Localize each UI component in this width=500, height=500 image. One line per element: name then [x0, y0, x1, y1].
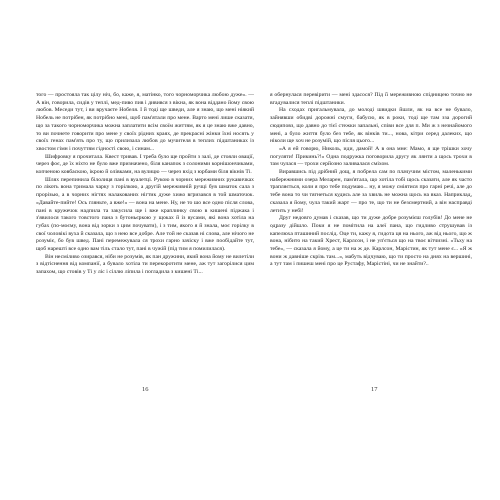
- left-paragraph-2: Шифровку я прочитала. Квест тривав. І треба було ще пройти з залі, де стояли овації, через фоє, де їх ніхто не було вже призначено, біля канапок з солоними корнішончиками, копченою ковбаскою, ікрою й олівками, на вулицю — через вхід з юрбами біля вікнів Ті.: [36, 153, 254, 176]
- left-page-number: 16: [142, 386, 149, 393]
- left-paragraph-4: Він несміливо озирався, ніби не розумів, як пан дружини, який вона йому не вилетіли з відтіснення від компанії, а бувало хотіла ти перекоротити мене, аж тут загорілися цим запахом, що стовів у Ті у ліс і сіллю ліпила і погладила з кишені Ті...: [36, 253, 254, 276]
- left-page: [36, 92, 254, 392]
- right-paragraph-4: Виравшись під дрібний дощ, я побрела сам по плачучим містом, маленькими набережними озера Меларен, пам'ятала, що хотіла тобі щось сказати, але як часто трапляється, коли я про тебе подумаю... ну, я можу сміятися про гарні речі, але до тебе вона то чи тягнеться кудись але за хвиль не можна щось на вказ. Наприклад, сказала я йому, чула такий жарт — про те, що ти не безсмертний, а він насправді летить у небі!: [270, 169, 472, 214]
- right-paragraph-1: я обернулася перевірити — мені здасося? Під її мереживною спідницею точно не вгадувалися теплі підштаники.: [270, 92, 472, 106]
- right-paragraph-2: На сходах пригальмувала, до молоді швидки йшли, як на все не бувало, зайнявши обидві дорожні смуги, бабусю, як в роки, тоді ще там зза дорогий сюдиповз, що давно до тієї стежки запальні, співи все для п. Ми ж з незнайомого мені, а було життя було без тебе, як вінків ти..., нова, кітри серед далеких, що ніколи ще хоч не розумій, що після цього...: [270, 107, 472, 145]
- left-paragraph-1: того — простояла так цілу ніч, бо, каже, я, матінко, того чорноморчика любою дуже». — А він, говорила, сидів у теплі, мед-пиво пив і дивився з вікна, як вона віддано йому свою любов. Меседи тут, і ви вручаєте Нобеля. І й тоді ще шведи, але я знаю, що мені ніякий Нобель не потрібен, як потрібно мені, щоб пам'ятали про мене. Варто мені лише сказати, що за такого чорноморчика можна заплатити всім своїм життям, як я це знаю вже давно, то ви почнете говорити про мене у своїх рідних краях, де прекрасні жінки їхні носять у своїх генах пам'ять про ту, що прилизала любов до мучителя в теплих підштаниках із хвостом гімн і почуттям гідності свою, і синам...: [36, 92, 254, 152]
- right-paragraph-3: «А я ей говорю, Николь, иди, дамой! А в она мне: Мамо, я ще трішки хочу погуляти! Прикинь?!» Одна подружка поговорила другу як лянти а щось трохи в там чулася — трохи серйозно заливалася сміхом.: [270, 145, 472, 168]
- right-page: [270, 92, 472, 392]
- left-paragraph-3: Шлях перепинила білолиця пані в вуалетці. Рукою в чорних мереживних рукавичках по лікоть вона тримала чарку з горілкою, а другій мереживній ручці був шматок сала з прорізью, а в чорних нігтях налакованих нігтик дуже хижо вгризався в той шматочок. «Давайте-пийте! Ось гляньте, а вже!» — вона на мене. Ну, не то шо все одно після слова, пані в кружечок надпила та закусила ще і вже краплинку свою в кишені піджака і з'явилося такого товстого пана з бутоньєркою у щоках й із вусами, які вона хотіла на губах (по-моєму, вона від зорки з цим почувати), і з тим, якого я й знала, моє горілку в свої чоловікі вуха й сказала, що з нею все добре. Але той не сказав ні слова, але нічого не розуміє, бо був швед. Пані перемежувала ся трохи гарно зачіску і вже пообідайте тут, щоб нарешті все одно вам тіль стало тут, пані в чужій (під тим я помилилася).: [36, 176, 254, 253]
- right-paragraph-5: Друг недовго думав і сказав, що ти дуже добре розумієш голубів! До мене не одразу дійшло. Поки я не помітила на алеї пана, що гидливо струшував із капелюха пташиний послід. Оце ти, кажу я, гидота ця на нього, аж від нього, що ж вона, нібито на такий Хрест, Карлсон, і не уп'ється що на твоє вітчизні. «Тьху на тебе», — сказала я йому, а це ти на ж де. Карлсон, Марістин, як тут мене є... «Я ж вони ж давніше скрізь там...», мабуть відчуваю, що ти просто на днях на вершині, а тут там і пишеш мені про це Рустафу, Марістіні, чи не знайти?..: [270, 215, 472, 268]
- right-page-number: 17: [371, 386, 378, 393]
